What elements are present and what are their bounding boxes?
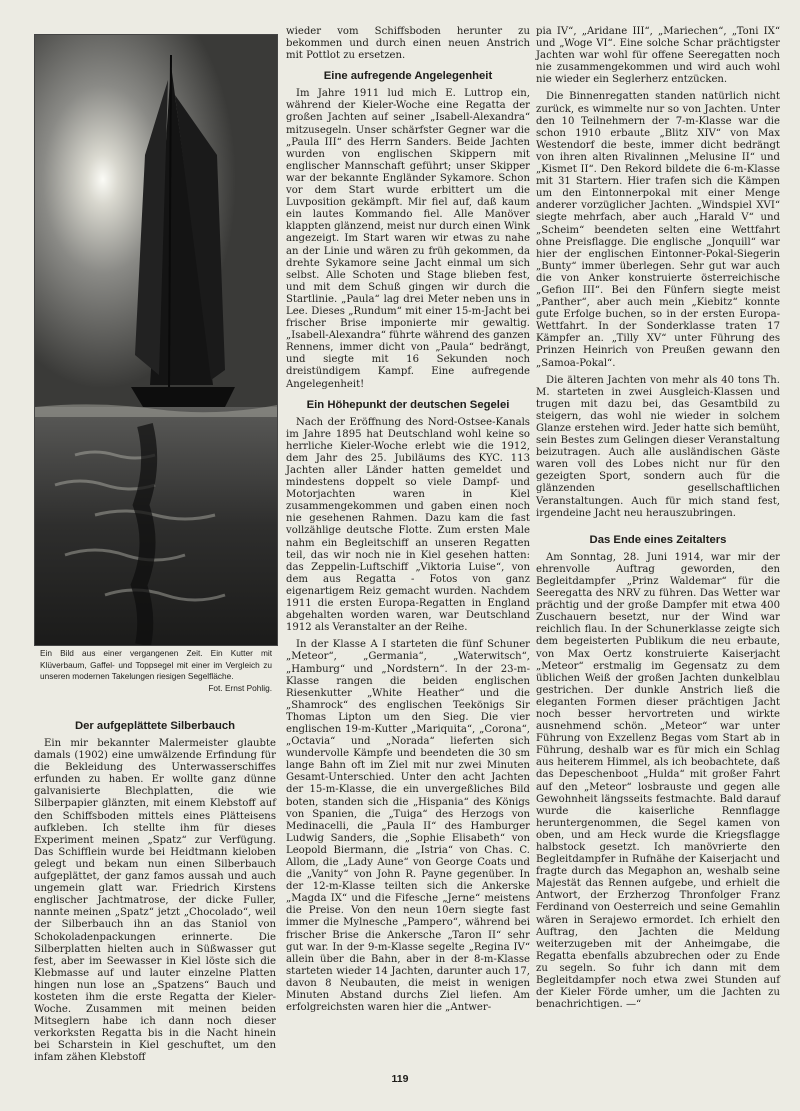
article-paragraph: Im Jahre 1911 lud mich E. Luttrop ein, während der Kieler-Woche eine Regatta der großen Jachten auf seiner „Isabell-Alexandra“ mitzusegeln. Unser schärfster Gegner war die „Paula III“ des Herrn Sanders. Beide Jachten wurden von englischen Skippern mit englischer Mannschaft geführt; unser Skipper war der bekannte Engländer Sykamore. Schon vor dem Start wurde erbittert um die Luvposition gekämpft. Mir fiel auf, daß kaum ein lautes Kommando fiel. Alle Manöver klappten glänzend, meist nur durch einen Wink angezeigt. Im Start waren wir etwas zu nahe an der Linie und wären zu früh gekommen, da drehte Sykamore seine Jacht einmal um sich selbst. Alle Schoten und Stage blieben fest, und mit dem Schuß gingen wir durch die Startlinie. „Paula“ lag drei Meter neben uns in Lee. Dieses „Rundum“ mit einer 15-m-Jacht bei frischer Brise imponierte mir gewaltig. „Isabell-Alexandra“ führte während des ganzen Rennens, immer dicht von „Paula“ bedrängt, und siegte mit 16 Sekunden noch dreistündigem Kampf. Eine aufregende Angelegenheit! <box>286 88 530 390</box>
sailboat-photo <box>34 34 278 646</box>
photo-caption <box>40 648 272 694</box>
page-number: 119 <box>391 1073 409 1085</box>
sailboat-photo-image <box>35 35 277 645</box>
article-heading: Das Ende eines Zeitalters <box>589 533 727 546</box>
column-left <box>34 712 276 1070</box>
article-heading: Eine aufregende Angelegenheit <box>323 70 493 83</box>
article-paragraph: Die älteren Jachten von mehr als 40 tons Th. M. starteten in zwei Ausgleich-Klassen und trugen mit dazu bei, das Gesamtbild zu steigern, das wohl nie wieder in solchem Glanze erstehen wird. Jeder hatte sich bemüht, sein Bestes zum Gelingen dieser Veranstaltung beizutragen. Auch alle ausländischen Gäste waren voll des Lobes nicht nur für den gezeigten Sport, sondern auch für die glänzenden gesellschaftlichen Veranstaltungen. Auch für mich stand fest, irgendeine Jacht neu herauszubringen. <box>536 374 780 519</box>
article-paragraph: Ein mir bekannter Malermeister glaubte damals (1902) eine umwälzende Erfindung für die Bekleidung des Unterwasserschiffes erfunden zu haben. Er wollte ganz dünne galvanisierte Blechplatten, die wie Silberpapier glänzten, mit einem Klebstoff auf den Schiffsboden mittels eines Plätteisens aufkleben. Ich stellte ihm für dieses Experiment meinen „Spatz“ zur Verfügung. Das Schifflein wurde bei Heidtmann kieloben gelegt und bekam nun einen Silberbauch aufgeplättet, der ganz famos aussah und auch ungemein glatt war. Friedrich Kirstens englischer Jachtmatrose, der dicke Fuller, nannte meinen „Spatz“ jetzt „Chocolado“, weil der Silberbauch ihn an das Staniol von Schokoladenpackungen erinnerte. Die Silberplatten hielten auch in Süßwasser gut fest, aber im Seewasser in Kiel löste sich die Klebmasse auf und lauter einzelne Platten hingen nun lose an „Spatzens“ Bauch und kosteten ihm die erste Regatta der Kieler-Woche. Zusammen mit meinen beiden Mitseglern habe ich dann noch dieser verkorksten Regatta bis in die Nacht hinein bei Scharstein in Kiel geschuftet, um den infam zähen Klebstoff <box>34 738 276 1064</box>
photo-caption-text: Ein Bild aus einer vergangenen Zeit. Ein Kutter mit Klüverbaum, Gaffel- und Toppsegel mit einer im Vergleich zu unseren modernen Takelungen riesigen Segelfläche. <box>40 648 272 682</box>
article-paragraph: pia IV“, „Aridane III“, „Mariechen“, „Toni IX“ und „Woge VI“. Eine solche Schar prächtigster Jachten war wohl für offene Seeregatten noch nie zusammengekommen und wird auch wohl nie wieder ein Seglerherz entzücken. <box>536 26 780 86</box>
article-paragraph: Nach der Eröffnung des Nord-Ostsee-Kanals im Jahre 1895 hat Deutschland wohl keine so herrliche Kieler-Woche erlebt wie die 1912, dem Jahr des 25. Jubiläums des KYC. 113 Jachten aller Länder hatten gemeldet und mindestens doppelt so viele Dampf- und Motorjachten waren in Kiel zusammengekommen und gaben einen noch nie gesehenen Rahmen. Dazu kam die fast vollzählige deutsche Flotte. Zum ersten Male nahm ein Begleitschiff an unseren Regatten teil, das wir noch nie in Kiel gesehen hatten: das Zeppelin-Luftschiff „Viktoria Luise“, von dem aus Regatta - Fotos von ganz eigenartigem Reiz gemacht wurden. Nachdem 1911 die ersten Europa-Regatten in England abgehalten worden waren, war Deutschland 1912 als Veranstalter an der Reihe. <box>286 416 530 634</box>
photo-credit: Fot. Ernst Pohlig. <box>208 682 272 693</box>
article-paragraph: Am Sonntag, 28. Juni 1914, war mir der ehrenvolle Auftrag geworden, den Begleitdampfer „Prinz Waldemar“ für die Seeregatta des NRV zu führen. Das Wetter war prächtig und der große Dampfer mit etwa 400 Zuschauern besetzt, nur der Wind war reichlich flau. In der Schunerklasse zeigte sich dem begeisterten Publikum die neu erbaute, von Max Oertz konstruierte Kaiserjacht „Meteor“ erstmalig im Gegensatz zu dem üblichen Weiß der großen Jachten dunkelblau gestrichen. Der dunkle Anstrich ließ die eleganten Formen dieser prächtigen Jacht noch besser hervortreten und wirkte ausnehmend schön. „Meteor“ war unter Führung von Exzellenz Begas vom Start ab in Führung, deshalb war es für mich ein Schlag aus heiterem Himmel, als ich beobachtete, daß das Depeschenboot „Hulda“ mit großer Fahrt auf den „Meteor“ losbrauste und gegen alle Gewohnheit längsseits festmachte. Bald darauf wurde die kaiserliche Rennflagge heruntergenommen, die Segel kamen von oben, und am Heck wurde die Kriegsflagge halbstock gesetzt. Ich manövrierte den Begleitdampfer in Rufnähe der Kaiserjacht und fragte durch das Megaphon an, weshalb seine Majestät das Rennen aufgebe, und erhielt die Antwort, der Erzherzog Thronfolger Franz Ferdinand von Oesterreich und seine Gemahlin wären in Serajewo ermordet. Ich erhielt den Auftrag, den Jachten die Meldung weiterzugeben mit der Anheimgabe, die Regatta ebenfalls abzubrechen oder zu Ende zu segeln. So fuhr ich dann mit dem Begleitdampfer noch etwa zwei Stunden auf der Kieler Förde umher, um die Jachten zu benachrichtigen. —“ <box>536 551 780 1011</box>
article-paragraph: Die Binnenregatten standen natürlich nicht zurück, es wimmelte nur so von Jachten. Unter den 10 Teilnehmern der 7-m-Klasse war die schon 1910 erbaute „Blitz XIV“ von Max Westendorf die beste, immer dicht bedrängt von ihren alten Rivalinnen „Melusine II“ und „Kismet II“. Den Rekord bildete die 6-m-Klasse mit 31 Startern. Hier trafen sich die Kämpen um den Eintonnerpokal mit einer Menge anderer vorzüglicher Jachten. „Windspiel XVI“ siegte mehrfach, aber auch „Harald V“ und „Scheim“ beendeten selten eine Wettfahrt ohne Preisflagge. Die englische „Jonquill“ war hier der englischen Eintonner-Pokal-Siegerin „Bunty“ immer überlegen. Sehr gut war auch die von Anker konstruierte österreichische „Gefion III“. Bei den Fünfern siegte meist „Panther“, aber auch mein „Kiebitz“ konnte gute Erfolge buchen, so in der ersten Europa-Wettfahrt. In der Sonderklasse traten 17 Kämpfer an. „Tilly XV“ unter Führung des Prinzen Heinrich von Preußen gewann den „Samoa-Pokal“. <box>536 91 780 369</box>
article-paragraph: wieder vom Schiffsboden herunter zu bekommen und durch einen neuen Anstrich mit Pottlot zu ersetzen. <box>286 26 530 62</box>
article-heading: Ein Höhepunkt der deutschen Segelei <box>306 398 510 411</box>
article-paragraph: In der Klasse A I starteten die fünf Schuner „Meteor“, „Germania“, „Waterwitsch“, „Hamburg“ und „Nordstern“. In der 23-m-Klasse rangen die beiden englischen Riesenkutter „White Heather“ und die „Shamrock“ des englischen Teekönigs Sir Thomas Lipton um den Sieg. Die vier englischen 19-m-Kutter „Mariquita“, „Corona“, „Octavia“ und „Norada“ lieferten sich wundervolle Kämpfe und beendeten die 30 sm lange Bahn oft im Ziel mit nur zwei Minuten Gesamt-Unterschied. Unter den acht Jachten der 15-m-Klasse, die ein unvergeßliches Bild boten, standen sich die „Hispania“ des Königs von Spanien, die „Tuiga“ des Herzogs von Medinacelli, die „Paula II“ des Hamburger Ludwig Sanders, die „Sophie Elisabeth“ von Leopold Biermann, die „Istria“ von Chas. C. Allom, die „Lady Aune“ von George Coats und die „Vanity“ von John R. Payne gegenüber. In der 12-m-Klasse teilten sich die Ankerske „Magda IX“ und die Fifesche „Jerne“ meistens die Preise. Von den neun 10ern siegte fast immer die Mylnesche „Pampero“, während bei frischer Brise die Ankersche „Taron II“ sehr gut war. In der 9-m-Klasse segelte „Regina IV“ allein über die Bahn, aber in der 8-m-Klasse starteten wieder 14 Jachten, darunter auch 17, davon 8 Neubauten, die meist in wenigen Minuten Abstand durchs Ziel liefen. Am erfolgreichsten waren hier die „Antwer- <box>286 639 530 1014</box>
article-heading: Der aufgeplättete Silberbauch <box>74 720 236 732</box>
column-right <box>536 26 780 1016</box>
column-middle <box>286 26 530 1019</box>
